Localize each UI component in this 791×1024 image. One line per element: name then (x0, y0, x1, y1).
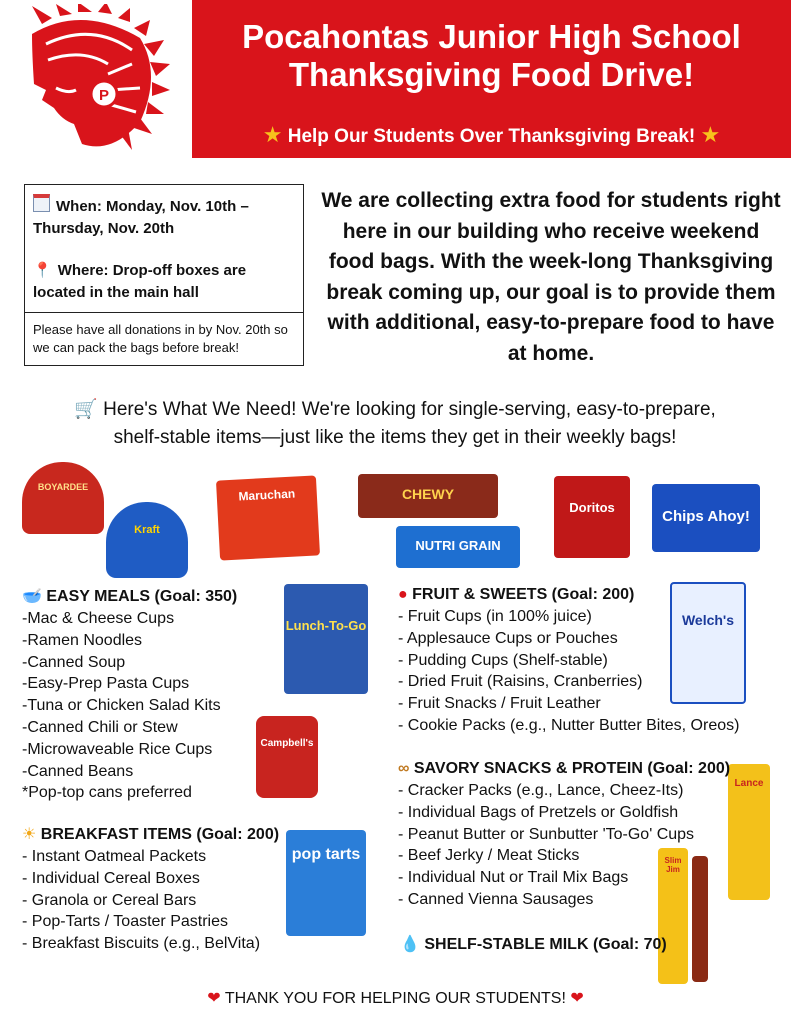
nutrigrain-label: NUTRI GRAIN (415, 538, 501, 553)
savory-title-text: SAVORY SNACKS & PROTEIN (Goal: 200) (413, 760, 731, 777)
list-item: - Instant Oatmeal Packets (22, 848, 207, 865)
cart-icon: 🛒 (74, 399, 98, 420)
milk-section (400, 934, 667, 954)
list-item: - Pudding Cups (Shelf-stable) (398, 651, 608, 669)
pretzel-icon: ∞ (398, 760, 410, 777)
banner-title-line-2: Thanksgiving Food Drive! (288, 56, 695, 93)
lance-label: Lance (734, 778, 764, 789)
list-item: - Fruit Snacks / Fruit Leather (398, 695, 601, 713)
list-item: -Canned Beans (22, 762, 134, 780)
star-icon: ★ (700, 122, 721, 147)
intro-paragraph: We are collecting extra food for students right here in our building who receive weekend food bags. With the week-long Thanksgiving break coming up, our goal is to provide them with additional, easy-to-prepare food to have at home. (321, 189, 781, 365)
list-item: - Cookie Packs (e.g., Nutter Butter Bites, Oreos) (398, 716, 740, 734)
milk-title (400, 934, 667, 954)
doritos-bag-image (554, 476, 630, 558)
list-item: -Tuna or Chicken Salad Kits (22, 697, 221, 715)
need-line-1: Here's What We Need! We're looking for single-serving, easy-to-prepare, (103, 399, 716, 420)
star-icon: ★ (262, 122, 283, 147)
heart-icon: ❤ (207, 990, 221, 1007)
list-item: - Granola or Cereal Bars (22, 891, 197, 909)
fruit-sweets-title-text: FRUIT & SWEETS (Goal: 200) (412, 586, 635, 603)
starkist-label: Lunch-To-Go (285, 618, 367, 633)
apple-icon: ● (398, 586, 408, 603)
footer-text: THANK YOU FOR HELPING OUR STUDENTS! (224, 990, 566, 1007)
when-line (33, 194, 295, 240)
when-where-panel (25, 185, 303, 313)
nutrigrain-bar-image (396, 526, 520, 568)
list-item: - Dried Fruit (Raisins, Cranberries) (398, 673, 643, 691)
easy-meals-section (22, 586, 237, 804)
svg-text:P: P (98, 87, 110, 104)
poptarts-label: pop tarts (291, 846, 361, 863)
when-text: When: Monday, Nov. 10th – Thursday, Nov. 20th (33, 198, 249, 237)
campbells-soup-image (256, 716, 318, 798)
easy-meals-title (22, 586, 237, 606)
easy-meals-title-text: EASY MEALS (Goal: 350) (46, 588, 238, 605)
banner-subtitle-text: Help Our Students Over Thanksgiving Break! (287, 126, 696, 147)
list-item: - Peanut Butter or Sunbutter 'To-Go' Cups (398, 825, 695, 843)
need-line-2: shelf-stable items—just like the items they get in their weekly bags! (113, 427, 677, 448)
list-item: - Individual Cereal Boxes (22, 869, 200, 887)
list-item: -Canned Soup (22, 653, 126, 671)
welchs-label: Welch's (681, 612, 735, 628)
boyardee-cup-image (22, 462, 104, 534)
school-logo (12, 4, 172, 154)
savory-title (398, 760, 730, 778)
breakfast-section (22, 824, 279, 955)
banner-subtitle (192, 122, 791, 148)
easy-meals-list (22, 608, 237, 804)
list-item: -Ramen Noodles (22, 631, 143, 649)
header-banner (192, 0, 791, 158)
breakfast-list (22, 846, 279, 955)
list-item: - Cracker Packs (e.g., Lance, Cheez-Its) (398, 782, 684, 799)
kraft-mac-cup-image (106, 502, 188, 578)
maruchan-ramen-image (216, 475, 320, 560)
poptarts-box-image (286, 830, 366, 936)
list-item: -Easy-Prep Pasta Cups (22, 675, 190, 693)
list-item: - Beef Jerky / Meat Sticks (398, 847, 580, 865)
savory-list (398, 780, 730, 911)
breakfast-title-text: BREAKFAST ITEMS (Goal: 200) (40, 826, 280, 843)
list-item: - Applesauce Cups or Pouches (398, 629, 618, 647)
bowl-icon: 🥣 (22, 588, 42, 605)
info-box (24, 184, 304, 366)
list-item: -Canned Chili or Stew (22, 718, 178, 736)
list-item: - Fruit Cups (in 100% juice) (398, 608, 592, 625)
chips-ahoy-label: Chips Ahoy! (662, 508, 750, 525)
kraft-label: Kraft (134, 524, 160, 536)
doritos-label: Doritos (569, 500, 615, 515)
savory-section (398, 760, 730, 911)
chewy-label: CHEWY (401, 486, 455, 502)
campbells-label: Campbell's (260, 738, 314, 749)
list-item: - Individual Bags of Pretzels or Goldfish (398, 803, 679, 821)
list-item: -Microwaveable Rice Cups (22, 740, 213, 758)
list-item: -Mac & Cheese Cups (22, 610, 175, 627)
maruchan-label: Maruchan (238, 486, 296, 504)
starkist-kit-image (284, 584, 368, 694)
calendar-icon (33, 194, 50, 212)
chewy-bar-image (358, 474, 498, 518)
where-line (33, 260, 295, 304)
fruit-sweets-section (398, 586, 739, 737)
droplet-icon: 💧 (400, 936, 420, 953)
what-we-need (30, 396, 760, 452)
fruit-sweets-list (398, 606, 739, 737)
heart-icon: ❤ (570, 990, 584, 1007)
where-text: Where: Drop-off boxes are located in the main hall (33, 262, 247, 301)
banner-title-line-1: Pocahontas Junior High School (242, 18, 741, 55)
fruit-sweets-title (398, 586, 739, 604)
breakfast-title (22, 824, 279, 844)
deadline-text: Please have all donations in by Nov. 20th so we can pack the bags before break! (33, 322, 288, 355)
chips-ahoy-image (652, 484, 760, 552)
boyardee-label: BOYARDEE (37, 482, 89, 492)
footer-thanks (0, 988, 791, 1008)
list-item: - Breakfast Biscuits (e.g., BelVita) (22, 935, 261, 953)
list-item: - Individual Nut or Trail Mix Bags (398, 869, 629, 887)
list-item: *Pop-top cans preferred (22, 784, 192, 802)
list-item: - Pop-Tarts / Toaster Pastries (22, 913, 228, 931)
slim-jim-label: Slim Jim (664, 856, 682, 874)
list-item: - Canned Vienna Sausages (398, 890, 594, 908)
milk-title-text: SHELF-STABLE MILK (Goal: 70) (424, 936, 667, 953)
sun-icon: ☀ (22, 826, 37, 843)
location-pin-icon: 📍 (33, 262, 52, 279)
lance-crackers-image (728, 764, 770, 900)
